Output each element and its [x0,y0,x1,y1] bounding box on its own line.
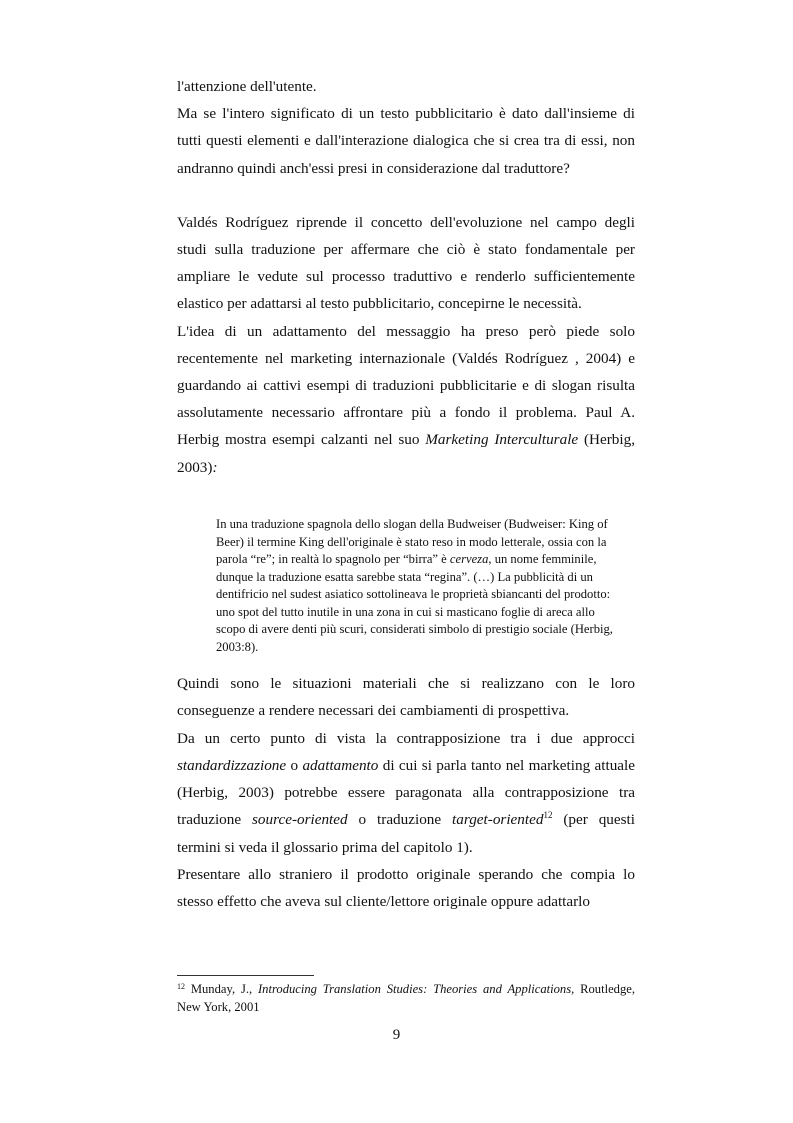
footnote-publisher: , Routledge, New York, 2001 [177,982,636,1014]
paragraph: Quindi sono le situazioni materiali che si realizzano con le loro conseguenze a rendere necessari dei cambiamenti di prospettiva. [177,675,635,720]
citation: (Herbig, 2003) [177,431,635,476]
paragraph: Presentare allo straniero il prodotto originale sperando che compia lo stesso effetto che aveva sul cliente/lettore originale oppure adattarlo [177,866,635,911]
paragraph-text: L'idea di un adattamento del messaggio ha preso però piede solo recentemente nel marketing internazionale (Valdés Rodríguez , 2004) e guardando ai cattivi esempi di traduzioni pubblicitarie e di slogan risulta assolutamente necessario affrontare più a fondo il problema. Paul A. Herbig mostra esempi calzanti nel suo [177,322,635,449]
paragraph [177,318,635,481]
quote-text: In una traduzione spagnola dello slogan della Budweiser (Budweiser: King of Beer) il termine King dell'originale è stato reso in modo letterale, ossia con la parola “re”; in realtà lo spagnolo per “birra” è [216,517,608,566]
body-text-bottom [177,670,635,916]
italic-term: source-oriented [252,811,348,829]
italic-term: standardizzazione [177,756,287,774]
footnote-title: Introducing Translation Studies: Theories and Applications [257,982,572,996]
footnote-divider [177,975,314,976]
paragraph-text: o traduzione [347,811,453,829]
page-number: 9 [392,1027,401,1043]
paragraph-text: di cui si parla tanto nel marketing attuale (Herbig, 2003) potrebbe essere paragonata alla contrapposizione tra traduzione [177,756,635,829]
footnote-author: Munday, J., [185,982,258,996]
paragraph-text: (per questi termini si veda il glossario prima del capitolo 1). [177,811,635,856]
paragraph [177,725,635,861]
paragraph-text: Da un certo punto di vista la contrapposizione tra i due approcci [177,729,635,747]
colon: : [212,458,218,476]
quote-text: , un nome femminile, dunque la traduzione esatta sarebbe stata “regina”. (…) La pubblicità di un dentifricio nel sudest asiatico sottolineava le proprietà sbiancanti del prodotto: uno spot del tutto inutile in una zona in cui si masticano foglie di areca allo scopo di avere denti più scuri, considerati simbolo di prestigio sociale (Herbig, 2003:8). [216,552,613,654]
footnote-reference[interactable]: 12 [543,810,553,821]
body-text-top [177,73,635,481]
paragraph: Ma se l'intero significato di un testo pubblicitario è dato dall'insieme di tutti questi elementi e dall'interazione dialogica che si crea tra di essi, non andranno quindi anch'essi presi in considerazione dal traduttore? [177,105,635,177]
quote-italic: cerveza [449,552,489,566]
italic-term: adattamento [302,756,379,774]
italic-term: target-oriented [452,811,544,829]
paragraph: Valdés Rodríguez riprende il concetto dell'evoluzione nel campo degli studi sulla traduzione per affermare che ciò è stato fondamentale per ampliare le vedute sul processo traduttivo e renderlo sufficientemente elastico per adattarsi al testo pubblicitario, concepirne le necessità. [177,213,635,313]
footnote-number: 12 [177,982,185,991]
paragraph-text: o [286,756,303,774]
book-title: Marketing Interculturale [425,431,579,449]
block-quote [216,516,621,656]
footnote [177,980,635,1016]
paragraph-line: l'attenzione dell'utente. [177,78,317,95]
